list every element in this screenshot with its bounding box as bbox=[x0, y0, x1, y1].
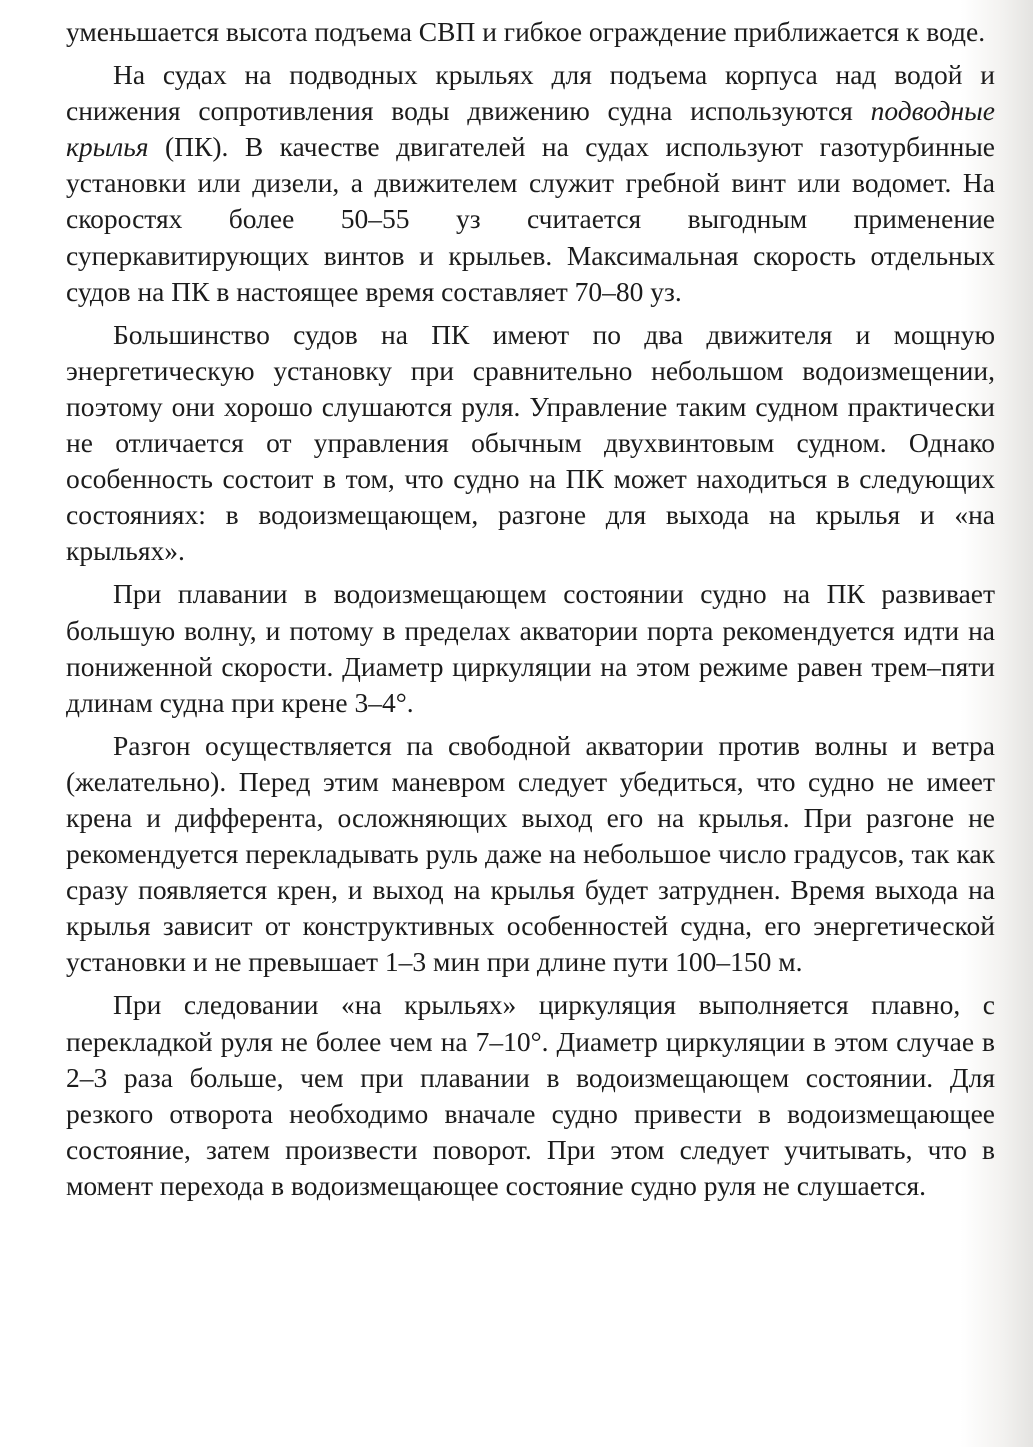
text-run: На судах на подводных крыльях для подъема корпуса над водой и снижения сопротивления воды движению судна используются bbox=[66, 59, 995, 127]
text-run: При плавании в водоизмещающем состоянии судно на ПК развивает большую волну, и потому в пределах акватории порта рекомендуется идти на пониженной скорости. Диаметр циркуляции на этом режиме равен трем–пяти длинам судна при крене 3–4°. bbox=[66, 578, 995, 718]
italic-term: подводные крылья bbox=[66, 95, 995, 163]
paragraph-2 bbox=[66, 57, 995, 310]
body-text bbox=[66, 14, 995, 1211]
text-run: Разгон осуществляется па свободной акватории против волны и ветра (желательно). Перед этим маневром следует убедиться, что судно не имеет крена и дифферента, осложняющих выход его на крылья. При разгоне не рекомендуется перекладывать руль даже на небольшое число градусов, так как сразу появляется крен, и выход на крылья будет затруднен. Время выхода на крылья зависит от конструктивных особенностей судна, его энергетической установки и не превышает 1–3 мин при длине пути 100–150 м. bbox=[66, 729, 995, 978]
paragraph-6 bbox=[66, 987, 995, 1204]
paragraph-4 bbox=[66, 576, 995, 720]
paragraph-3 bbox=[66, 317, 995, 570]
text-run: При следовании «на крыльях» циркуляция выполняется плавно, с перекладкой руля не более чем на 7–10°. Диаметр циркуляции в этом случае в 2–3 раза больше, чем при плавании в водоизмещающем состоянии. Для резкого отворота необходимо вначале судно привести в водоизмещающее состояние, затем произвести поворот. При этом следует учитывать, что в момент перехода в водоизмещающее состояние судно руля не слушается. bbox=[66, 989, 995, 1201]
text-run: Большинство судов на ПК имеют по два движителя и мощную энергетическую установку при сравнительно небольшом водоизмещении, поэтому они хорошо слушаются руля. Управление таким судном практически не отличается от управления обычным двухвинтовым судном. Однако особенность состоит в том, что судно на ПК может находиться в следующих состояниях: в водоизмещающем, разгоне для выхода на крылья и «на крыльях». bbox=[66, 318, 995, 567]
text-run: уменьшается высота подъема СВП и гибкое ограждение приближается к воде. bbox=[66, 16, 986, 47]
paragraph-1 bbox=[66, 14, 995, 50]
paragraph-5 bbox=[66, 728, 995, 981]
text-run: (ПК). В качестве двигателей на судах используют газотурбинные установки или дизели, а движителем служит гребной винт или водомет. На скоростях более 50–55 уз считается выгодным применение суперкавитирующих винтов и крыльев. Максимальная скорость отдельных судов на ПК в настоящее время составляет 70–80 уз. bbox=[66, 131, 995, 307]
